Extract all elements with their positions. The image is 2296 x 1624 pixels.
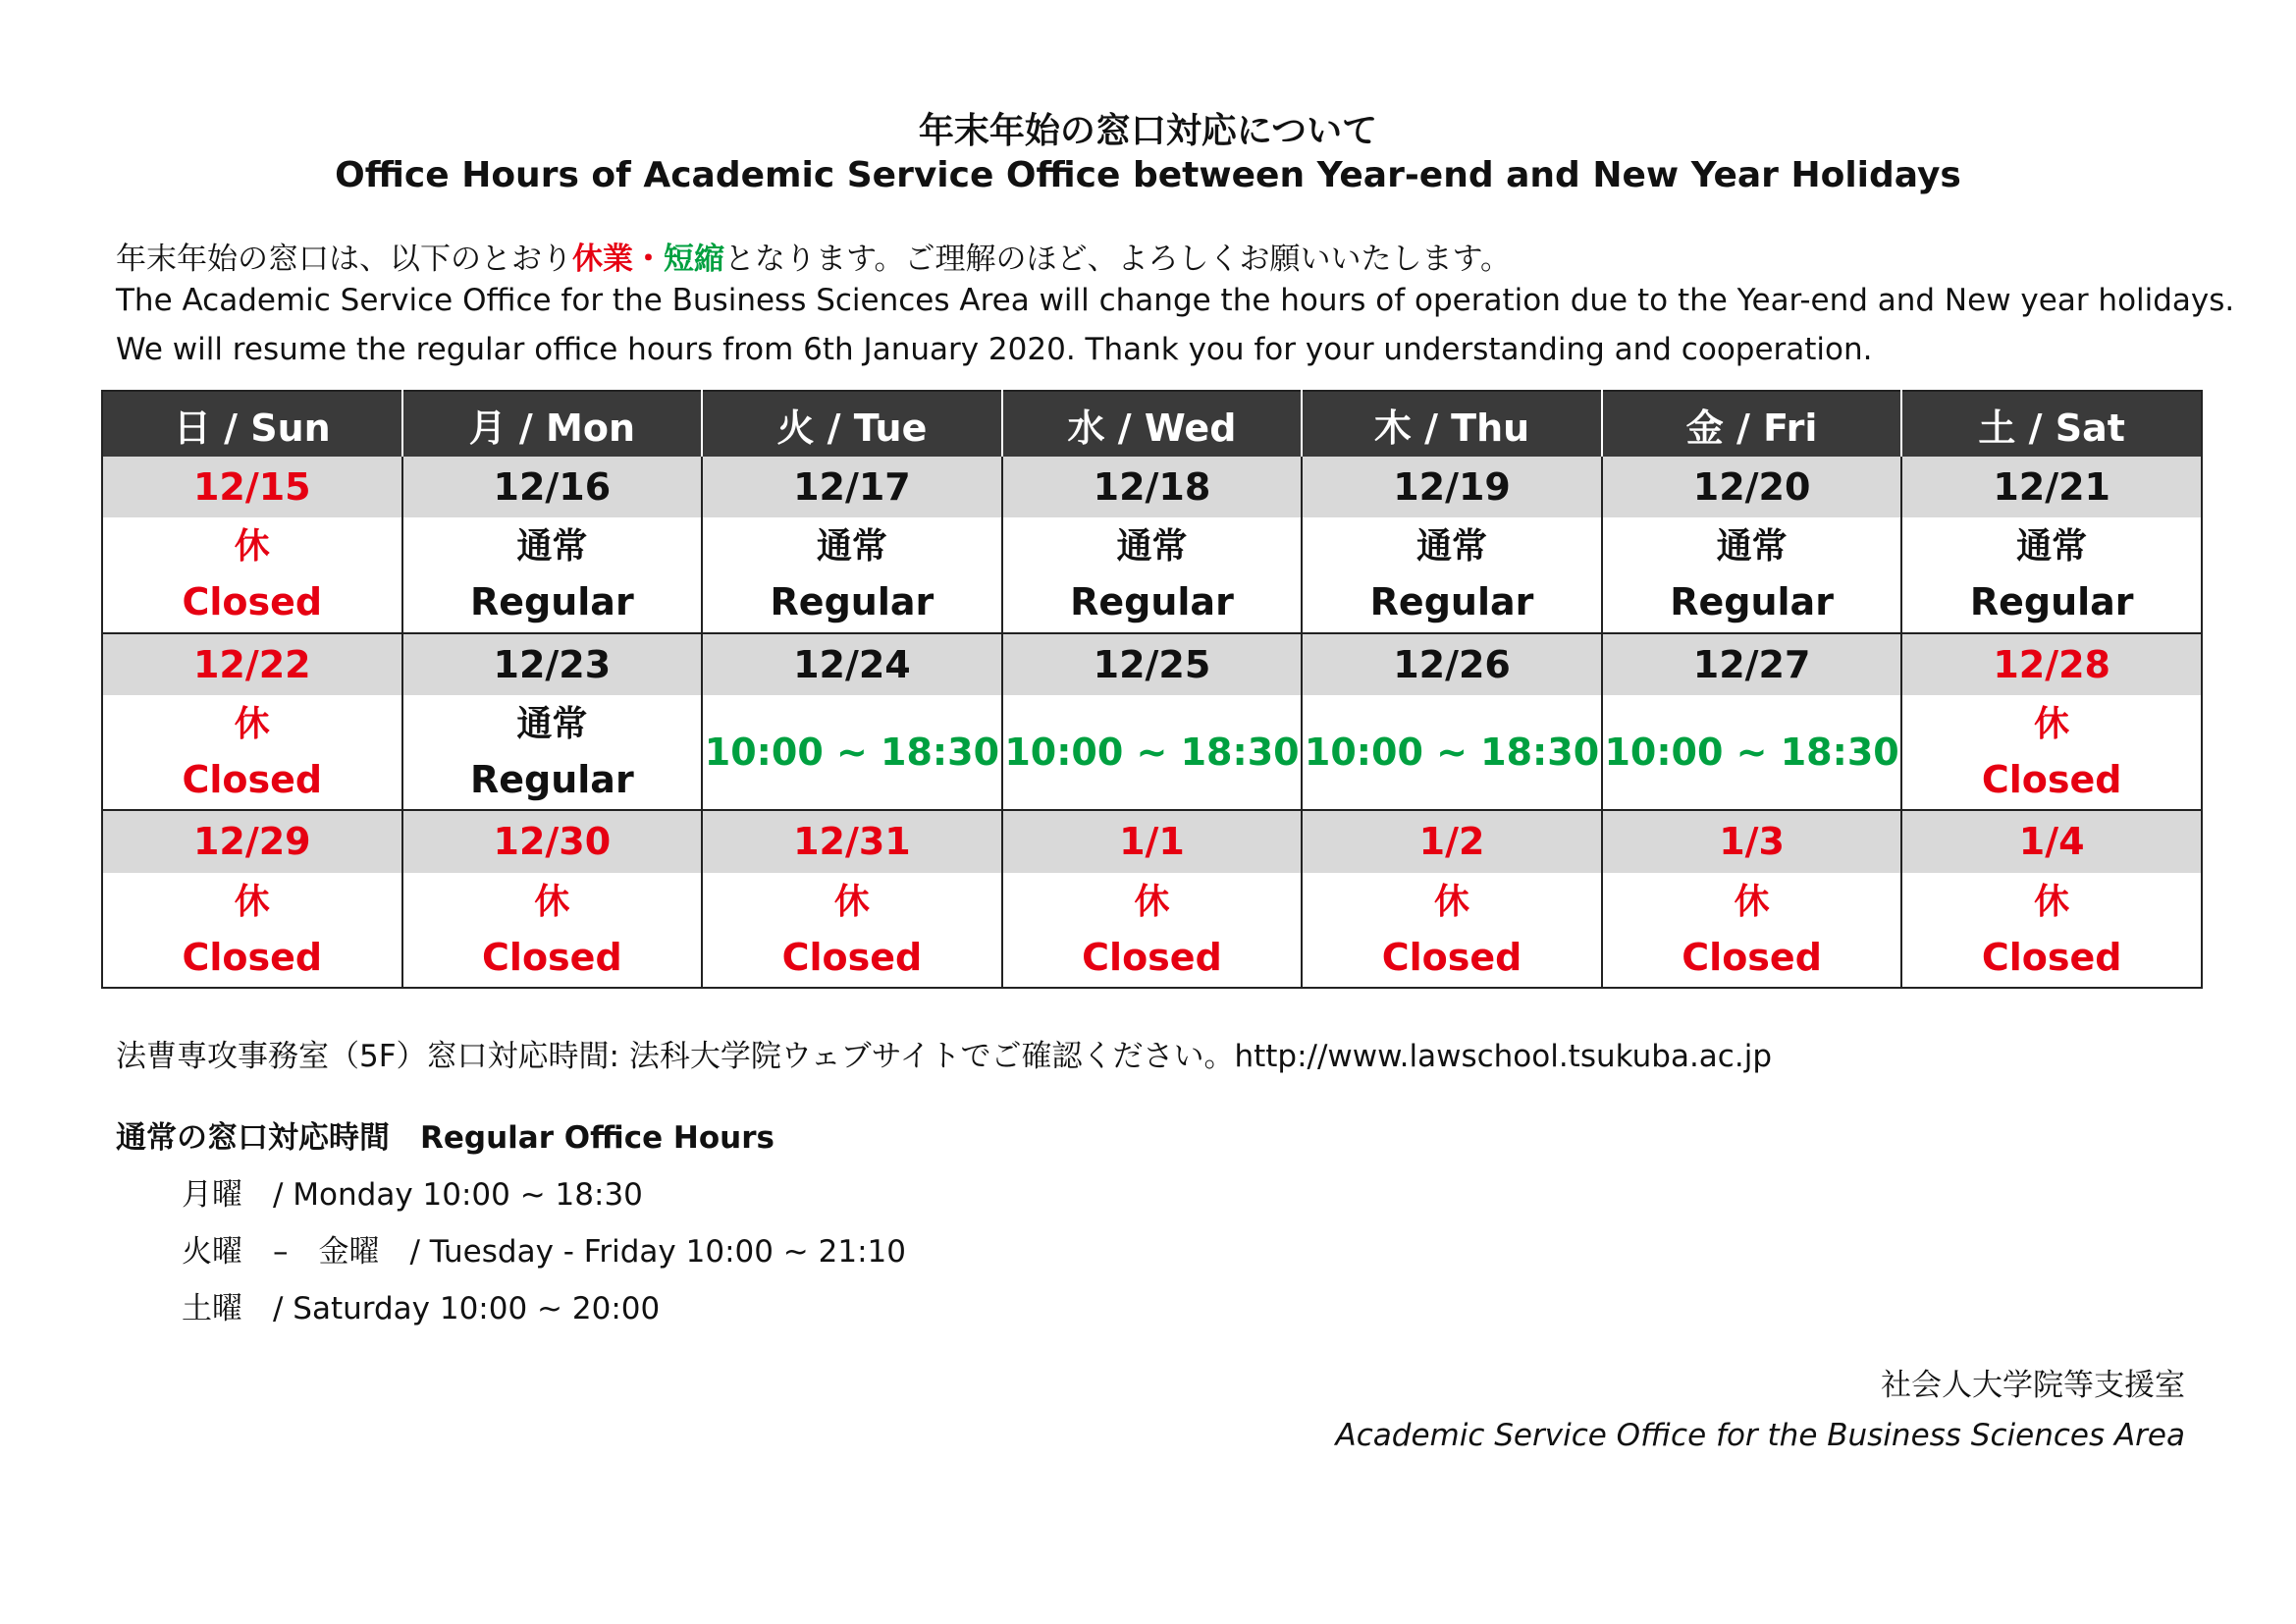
- status-cell: [702, 695, 1002, 810]
- status-en: Closed: [1981, 935, 2122, 979]
- status-jp: 通常: [1116, 526, 1188, 568]
- status-cell: [102, 695, 402, 810]
- status-jp: 通常: [816, 526, 887, 568]
- law-school-note: 法曹専攻事務室（5F）窓口対応時間: 法科大学院ウェブサイトでご確認ください。http://www.lawschool.tsukuba.ac.jp: [116, 1039, 1772, 1074]
- status-en: Regular: [1070, 580, 1234, 624]
- status-en: Closed: [1381, 935, 1522, 979]
- header-sat: 土 / Sat: [1901, 391, 2202, 457]
- status-cell: [1302, 873, 1602, 989]
- status-jp: 休: [1734, 881, 1770, 922]
- status-en: Regular: [1969, 580, 2134, 624]
- intro-line-en-2: We will resume the regular office hours from 6th January 2020. Thank you for your understanding and cooperation.: [116, 332, 1873, 367]
- date-cell: 12/18: [1002, 457, 1303, 517]
- date-cell: 12/22: [102, 633, 402, 695]
- date-cell: 12/28: [1901, 633, 2202, 695]
- regular-hours-heading: 通常の窓口対応時間 Regular Office Hours: [116, 1120, 774, 1156]
- status-cell: [1602, 873, 1902, 989]
- header-fri: 金 / Fri: [1602, 391, 1902, 457]
- status-en: Regular: [469, 758, 634, 802]
- date-cell: 12/29: [102, 810, 402, 872]
- header-wed: 水 / Wed: [1002, 391, 1303, 457]
- header-thu: 木 / Thu: [1302, 391, 1602, 457]
- status-jp: 休: [234, 881, 270, 922]
- header-sun: 日 / Sun: [102, 391, 402, 457]
- schedule-table: [101, 390, 2203, 989]
- status-cell: [702, 517, 1002, 632]
- date-cell: 1/4: [1901, 810, 2202, 872]
- status-en: Closed: [781, 935, 923, 979]
- status-en: Closed: [482, 935, 622, 979]
- status-jp: 通常: [1416, 526, 1488, 568]
- status-jp: 休: [234, 526, 270, 568]
- page-title-en: Office Hours of Academic Service Office between Year-end and New Year Holidays: [335, 155, 1961, 195]
- date-cell: 12/27: [1602, 633, 1902, 695]
- intro-text-end: となります。ご理解のほど、よろしくお願いいたします。: [724, 242, 1512, 277]
- status-en: Closed: [1682, 935, 1822, 979]
- date-cell: 12/23: [402, 633, 703, 695]
- status-jp: 休: [1134, 881, 1170, 922]
- date-cell: 12/19: [1302, 457, 1602, 517]
- date-cell: 12/24: [702, 633, 1002, 695]
- status-cell: [1302, 517, 1602, 632]
- status-en: Closed: [182, 580, 323, 624]
- status-cell: [1602, 695, 1902, 810]
- status-row: [102, 517, 2202, 632]
- status-en: Regular: [770, 580, 934, 624]
- status-en: Closed: [1082, 935, 1222, 979]
- intro-dot: ・: [633, 242, 664, 277]
- status-cell: [1602, 517, 1902, 632]
- date-cell: 12/15: [102, 457, 402, 517]
- weekday-header-row: [102, 391, 2202, 457]
- short-hours: 10:00 ~ 18:30: [1604, 731, 1899, 775]
- intro-closed-word: 休業: [572, 242, 633, 277]
- status-en: Regular: [469, 580, 634, 624]
- short-hours: 10:00 ~ 18:30: [704, 731, 1000, 775]
- status-jp: 通常: [1716, 526, 1788, 568]
- status-cell: [102, 873, 402, 989]
- status-jp: 休: [833, 881, 870, 922]
- date-cell: 12/31: [702, 810, 1002, 872]
- status-row: [102, 695, 2202, 810]
- status-jp: 休: [534, 881, 570, 922]
- date-cell: 12/30: [402, 810, 703, 872]
- regular-hours-tue-fri: 火曜 – 金曜 / Tuesday - Friday 10:00 ~ 21:10: [182, 1234, 906, 1270]
- status-jp: 休: [2034, 881, 2070, 922]
- intro-line-jp: [116, 234, 1511, 278]
- status-jp: 休: [2034, 704, 2070, 745]
- status-en: Closed: [1981, 758, 2122, 802]
- header-mon: 月 / Mon: [402, 391, 703, 457]
- status-en: Regular: [1670, 580, 1834, 624]
- regular-hours-saturday: 土曜 / Saturday 10:00 ~ 20:00: [182, 1291, 661, 1326]
- date-row: [102, 810, 2202, 872]
- intro-text: 年末年始の窓口は、以下のとおり: [116, 242, 572, 277]
- status-cell: [402, 873, 703, 989]
- status-cell: [1002, 517, 1303, 632]
- intro-short-word: 短縮: [664, 242, 724, 277]
- regular-hours-monday: 月曜 / Monday 10:00 ~ 18:30: [182, 1177, 643, 1213]
- date-cell: 12/21: [1901, 457, 2202, 517]
- status-jp: 通常: [516, 704, 588, 745]
- status-jp: 通常: [516, 526, 588, 568]
- status-jp: 休: [234, 704, 270, 745]
- header-tue: 火 / Tue: [702, 391, 1002, 457]
- short-hours: 10:00 ~ 18:30: [1304, 731, 1600, 775]
- date-cell: 1/1: [1002, 810, 1303, 872]
- short-hours: 10:00 ~ 18:30: [1004, 731, 1300, 775]
- status-en: Regular: [1369, 580, 1534, 624]
- date-cell: 12/16: [402, 457, 703, 517]
- status-en: Closed: [182, 935, 323, 979]
- status-cell: [402, 695, 703, 810]
- signature-en: Academic Service Office for the Business Sciences Area: [1335, 1418, 2185, 1453]
- status-cell: [1901, 517, 2202, 632]
- date-cell: 12/26: [1302, 633, 1602, 695]
- status-jp: 通常: [2016, 526, 2088, 568]
- date-row: [102, 633, 2202, 695]
- status-row: [102, 873, 2202, 989]
- date-cell: 12/25: [1002, 633, 1303, 695]
- date-cell: 12/17: [702, 457, 1002, 517]
- status-cell: [702, 873, 1002, 989]
- status-cell: [1302, 695, 1602, 810]
- signature-jp: 社会人大学院等支援室: [1881, 1368, 2185, 1403]
- schedule-body: [102, 457, 2202, 988]
- intro-line-en-1: The Academic Service Office for the Business Sciences Area will change the hours of operation due to the Year-end and New year holidays.: [116, 283, 2235, 318]
- status-cell: [1002, 873, 1303, 989]
- date-cell: 12/20: [1602, 457, 1902, 517]
- status-cell: [1002, 695, 1303, 810]
- date-cell: 1/2: [1302, 810, 1602, 872]
- date-cell: 1/3: [1602, 810, 1902, 872]
- status-en: Closed: [182, 758, 323, 802]
- status-jp: 休: [1434, 881, 1470, 922]
- status-cell: [402, 517, 703, 632]
- status-cell: [102, 517, 402, 632]
- page-title-jp: 年末年始の窓口対応について: [918, 111, 1378, 151]
- status-cell: [1901, 695, 2202, 810]
- status-cell: [1901, 873, 2202, 989]
- date-row: [102, 457, 2202, 517]
